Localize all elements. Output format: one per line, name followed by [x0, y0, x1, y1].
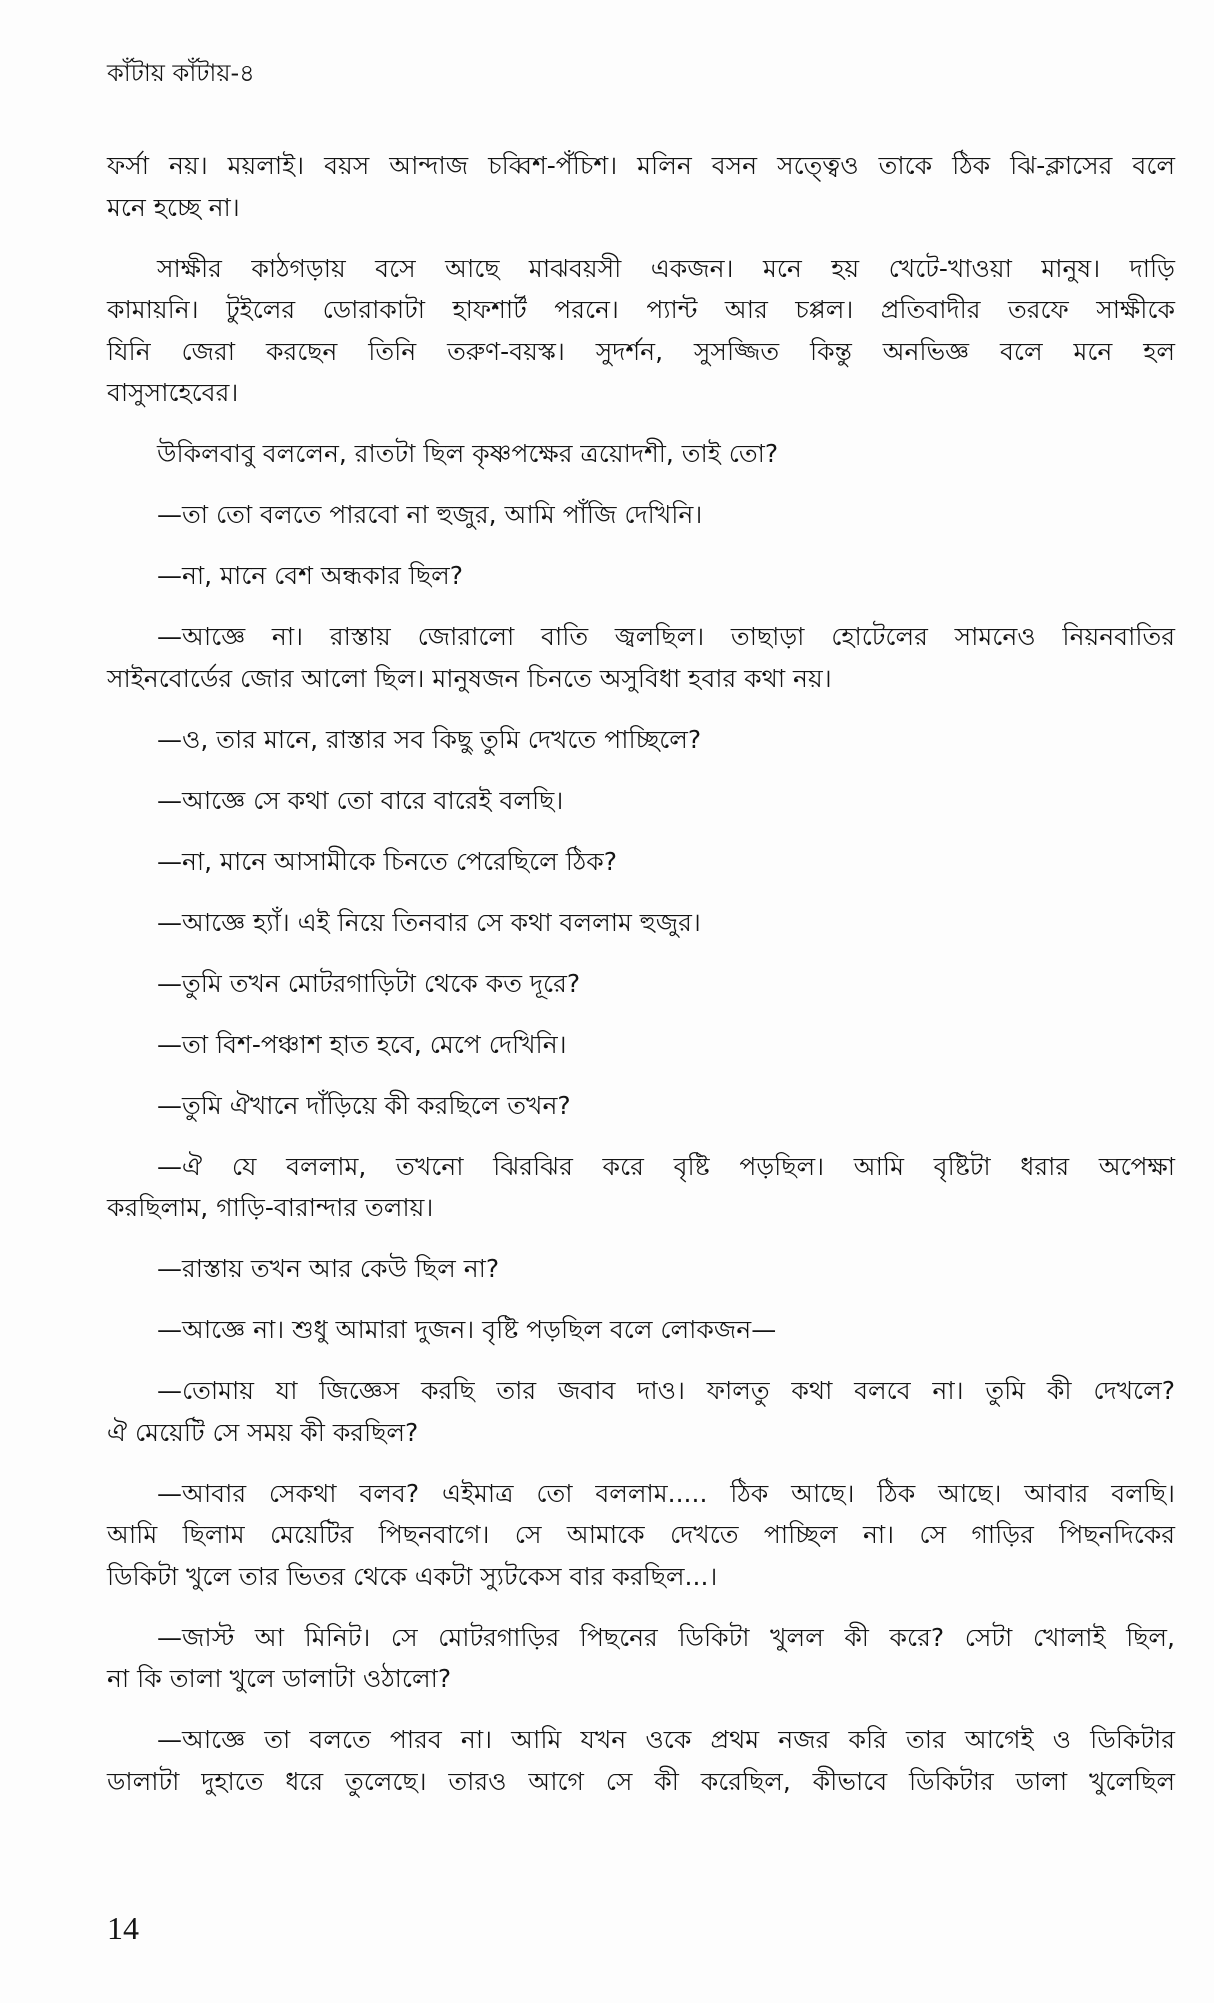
- text-line: —আজ্ঞে না। শুধু আমারা দুজন। বৃষ্টি পড়ছিল বলে লোকজন—: [157, 1315, 777, 1344]
- paragraph: [107, 1248, 1175, 1290]
- text-line: ডালাটা দুহাতে ধরে তুলেছে। তারও আগে সে কী করেছিল, কীভাবে ডিকিটার ডালা খুলেছিল: [107, 1766, 1175, 1796]
- text-line: বাসুসাহেবের।: [107, 378, 239, 407]
- text-line: ডিকিটা খুলে তার ভিতর থেকে একটা স্যুটকেস বার করছিল...।: [107, 1561, 718, 1591]
- paragraph: [107, 145, 1175, 228]
- paragraph: [107, 719, 1175, 761]
- text-line: মনে হচ্ছে না।: [107, 192, 240, 222]
- text-line: —তা বিশ-পঞ্চাশ হাত হবে, মেপে দেখিনি।: [157, 1029, 567, 1059]
- text-line: —না, মানে বেশ অন্ধকার ছিল?: [157, 561, 463, 590]
- text-line: কামায়নি। টুইলের ডোরাকাটা হাফশার্ট পরনে। প্যান্ট আর চপ্পল। প্রতিবাদীর তরফে সাক্ষীকে: [107, 295, 1175, 324]
- paragraph: [107, 433, 1175, 475]
- paragraph: [107, 1146, 1175, 1229]
- text-line: —আজ্ঞে হ্যাঁ। এই নিয়ে তিনবার সে কথা বললাম হুজুর।: [157, 907, 701, 937]
- paragraph: [107, 902, 1175, 944]
- text-line: —না, মানে আসামীকে চিনতে পেরেছিলে ঠিক?: [157, 846, 617, 876]
- text-line: —আজ্ঞে সে কথা তো বারে বারেই বলছি।: [157, 785, 564, 815]
- paragraph: [107, 248, 1175, 414]
- text-line: —তুমি তখন মোটরগাড়িটা থেকে কত দূরে?: [157, 968, 581, 998]
- body-text: [107, 145, 1175, 1822]
- text-line: সাইনবোর্ডের জোর আলো ছিল। মানুষজন চিনতে অসুবিধা হবার কথা নয়।: [107, 663, 832, 693]
- paragraph: [107, 616, 1175, 699]
- text-line: উকিলবাবু বললেন, রাতটা ছিল কৃষ্ণপক্ষের ত্রয়োদশী, তাই তো?: [157, 439, 779, 468]
- text-line: আমি ছিলাম মেয়েটির পিছনবাগে। সে আমাকে দেখতে পাচ্ছিল না। সে গাড়ির পিছনদিকের: [107, 1520, 1175, 1549]
- paragraph: [107, 555, 1175, 597]
- text-line: —তোমায় যা জিজ্ঞেস করছি তার জবাব দাও। ফালতু কথা বলবে না। তুমি কী দেখলে?: [157, 1376, 1175, 1405]
- paragraph: [107, 1473, 1175, 1598]
- text-line: —ঐ যে বললাম, তখনো ঝিরঝির করে বৃষ্টি পড়ছিল। আমি বৃষ্টিটা ধরার অপেক্ষা: [157, 1151, 1175, 1181]
- paragraph: [107, 1085, 1175, 1127]
- text-line: ফর্সা নয়। ময়লাই। বয়স আন্দাজ চব্বিশ-পঁচিশ। মলিন বসন সত্ত্বেও তাকে ঠিক ঝি-ক্লাসের বলে: [107, 151, 1175, 180]
- text-line: —ও, তার মানে, রাস্তার সব কিছু তুমি দেখতে পাচ্ছিলে?: [157, 724, 702, 754]
- paragraph: [107, 1370, 1175, 1453]
- text-line: —আজ্ঞে তা বলতে পারব না। আমি যখন ওকে প্রথম নজর করি তার আগেই ও ডিকিটার: [157, 1725, 1175, 1754]
- text-line: সাক্ষীর কাঠগড়ায় বসে আছে মাঝবয়সী একজন। মনে হয় খেটে-খাওয়া মানুষ। দাড়ি: [157, 253, 1175, 283]
- text-line: —রাস্তায় তখন আর কেউ ছিল না?: [157, 1254, 500, 1283]
- page-number: 14: [107, 1910, 139, 1946]
- paragraph: [107, 1617, 1175, 1700]
- paragraph: [107, 963, 1175, 1005]
- text-line: —তুমি ঐখানে দাঁড়িয়ে কী করছিলে তখন?: [157, 1090, 571, 1120]
- paragraph: [107, 1309, 1175, 1351]
- paragraph: [107, 780, 1175, 822]
- text-line: —আজ্ঞে না। রাস্তায় জোরালো বাতি জ্বলছিল। তাছাড়া হোটেলের সামনেও নিয়নবাতির: [157, 622, 1175, 651]
- text-line: ঐ মেয়েটি সে সময় কী করছিল?: [107, 1417, 419, 1447]
- paragraph: [107, 1024, 1175, 1066]
- paragraph: [107, 841, 1175, 883]
- paragraph: [107, 494, 1175, 536]
- text-line: —জাস্ট আ মিনিট। সে মোটরগাড়ির পিছনের ডিকিটা খুলল কী করে? সেটা খোলাই ছিল,: [157, 1622, 1175, 1652]
- text-line: —আবার সেকথা বলব? এইমাত্র তো বললাম..... ঠিক আছে। ঠিক আছে। আবার বলছি।: [157, 1478, 1175, 1508]
- text-line: যিনি জেরা করছেন তিনি তরুণ-বয়স্ক। সুদর্শন, সুসজ্জিত কিন্তু অনভিজ্ঞ বলে মনে হল: [107, 336, 1175, 366]
- text-line: করছিলাম, গাড়ি-বারান্দার তলায়।: [107, 1193, 434, 1222]
- text-line: —তা তো বলতে পারবো না হুজুর, আমি পাঁজি দেখিনি।: [157, 500, 703, 529]
- running-head: কাঁটায় কাঁটায়-৪: [107, 59, 255, 87]
- text-line: না কি তালা খুলে ডালাটা ওঠালো?: [107, 1664, 452, 1693]
- paragraph: [107, 1719, 1175, 1802]
